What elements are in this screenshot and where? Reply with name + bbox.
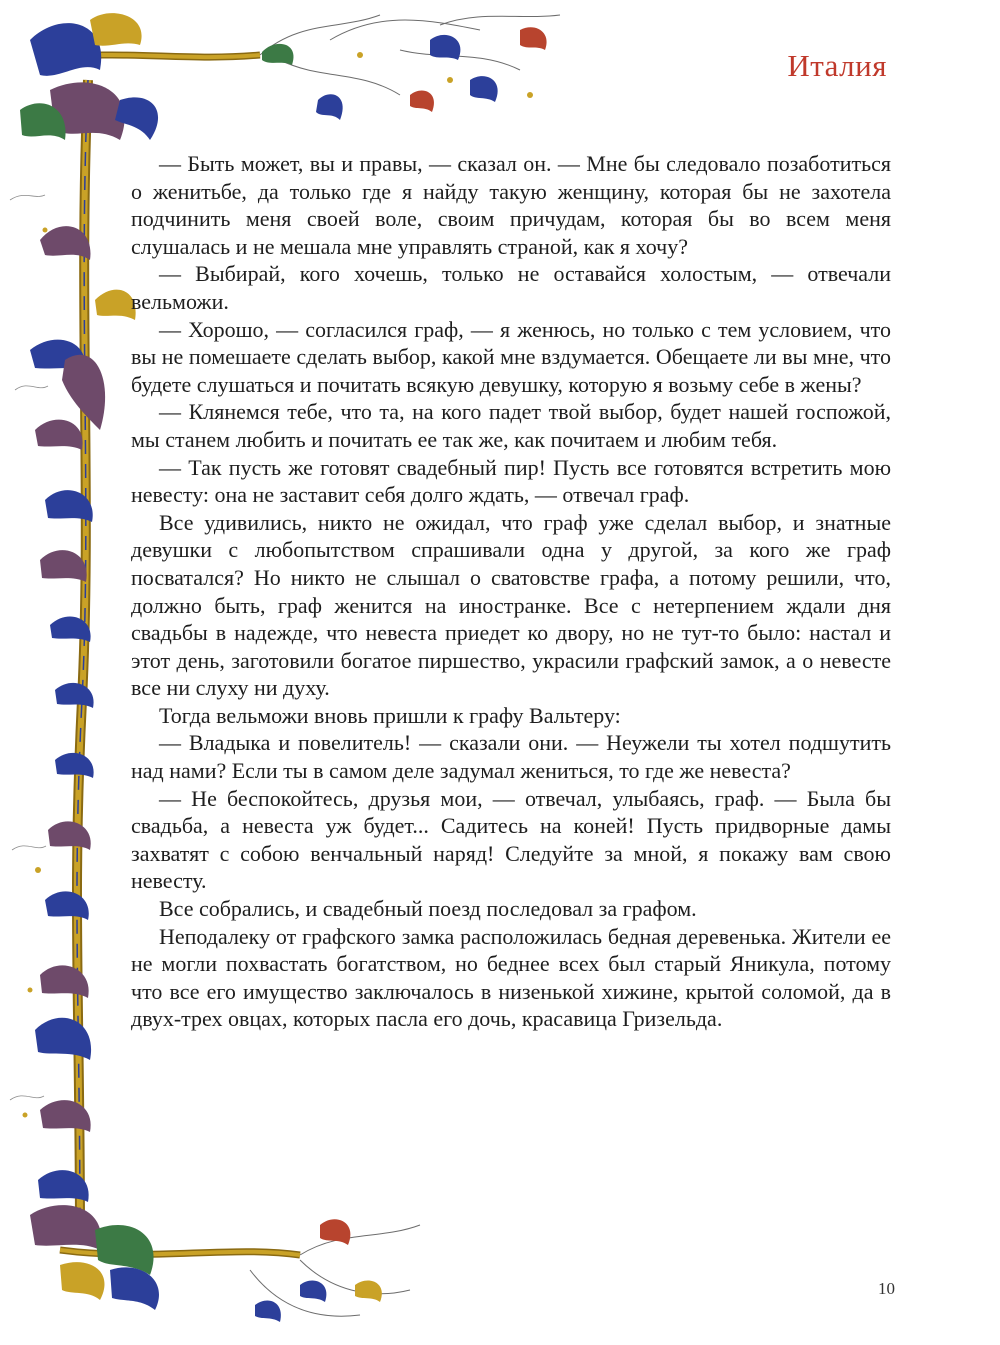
- paragraph: — Так пусть же готовят свадебный пир! Пусть все готовятся встретить мою невесту: она не заставит себя долго ждать, — отвечал граф.: [131, 454, 891, 508]
- body-text: [131, 150, 891, 1033]
- paragraph: Все собрались, и свадебный поезд последовал за графом.: [159, 896, 697, 922]
- paragraph: — Не беспокойтесь, друзья мои, — отвечал, улыбаясь, граф. — Была бы свадьба, а невеста уж будет... Садитесь на коней! Пусть придворные дамы захватят с собою венчальный наряд! Следуйте за мной, я покажу вам свою невесту.: [131, 785, 891, 894]
- side-flourishes: [10, 195, 48, 1100]
- paragraph: Все удивились, никто не ожидал, что граф уже сделал выбор, и знатные девушки с любопытством спрашивали одна у другой, за кого же граф посватался? Но никто не слышал о сватовстве графа, а потому решили, что, должно быть, граф женится на иностранке. Все с нетерпением ждали дня свадьбы в надежде, что невеста приедет ко двору, но не тут-то было: настал и этот день, заготовили богатое пиршество, украсили графский замок, а о невесте все ни слуху ни духу.: [131, 509, 891, 701]
- bottom-accents: [255, 1219, 382, 1322]
- section-title: Италия: [787, 48, 887, 83]
- corner-leaves-top-left: [20, 13, 158, 140]
- bottom-vine-bar: [60, 1250, 300, 1255]
- paragraph: — Хорошо, — согласился граф, — я женюсь, но только с тем условием, что вы не помешаете сделать выбор, какой мне вздумается. Обещаете ли вы мне, что будете слушаться и почитать всякую девушку, которую я возьму себе в жены?: [131, 316, 891, 397]
- page-number: 10: [878, 1279, 895, 1298]
- paragraph: — Владыка и повелитель! — сказали они. — Неужели ты хотел подшутить над нами? Если ты в самом деле задумал жениться, то где же невеста?: [131, 730, 891, 784]
- paragraph: — Клянемся тебе, что та, на кого падет твой выбор, будет нашей госпожой, мы станем любить и почитать ее так же, как почитаем и любим тебя.: [131, 399, 891, 452]
- corner-leaves-bottom-left: [30, 1205, 159, 1310]
- paragraph: — Быть может, вы и правы, — сказал он. — Мне бы следовало позаботиться о женитьбе, да только где я найду такую женщину, которая бы не захотела подчинить меня своей воле, своим причудам, которая бы во всем меня слушалась и не мешала мне управлять страной, как я хочу?: [131, 151, 891, 259]
- paragraph: Тогда вельможи вновь пришли к графу Вальтеру:: [159, 702, 621, 728]
- top-flourishes: [260, 15, 560, 95]
- top-accents: [262, 27, 547, 120]
- paragraph: Неподалеку от графского замка расположилась бедная деревенька. Жители ее не могли похвастать богатством, но беднее всех был старый Яникула, потому что все его имущество заключалось в низенькой хижине, крытой соломой, да в двух-трех овцах, которых пасла его дочь, красавица Гризельда.: [131, 923, 891, 1032]
- paragraph: — Выбирай, кого хочешь, только не оставайся холостым, — отвечали вельможи.: [131, 261, 891, 314]
